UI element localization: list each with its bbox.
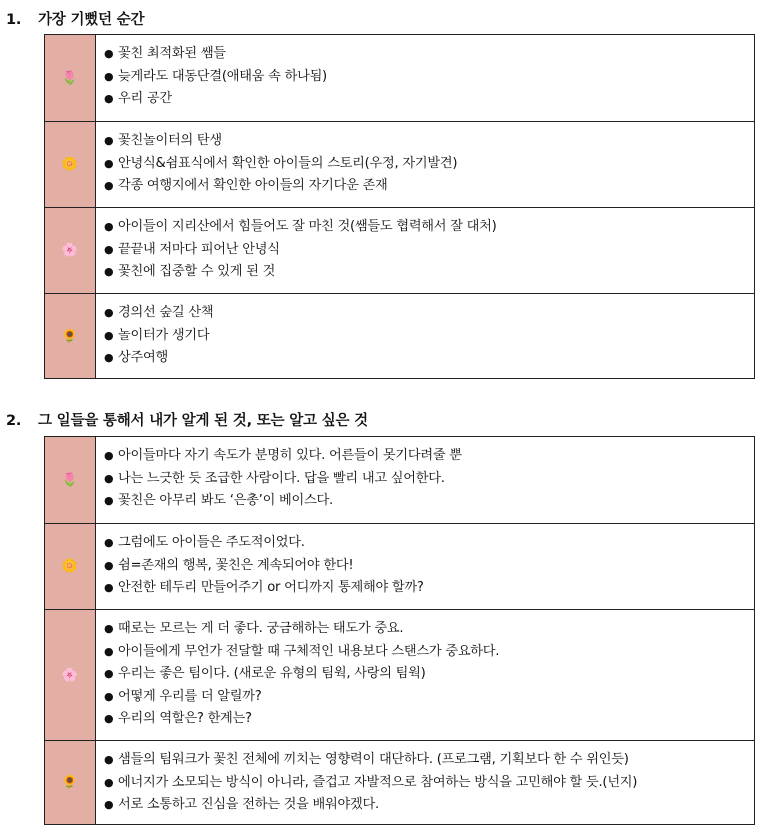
list-item: [104, 43, 754, 66]
item-text: 경의선 숲길 산책: [118, 305, 214, 320]
section-2-table: [44, 436, 755, 825]
list-item: [104, 641, 754, 664]
list-item: [104, 261, 754, 284]
table-row: [45, 609, 754, 740]
sunflower-icon: 🌻: [45, 741, 96, 824]
item-text: 그럼에도 아이들은 주도적이었다.: [118, 535, 305, 550]
list-item: [104, 302, 754, 325]
bullet-icon: ●: [104, 558, 114, 572]
row-content: [96, 437, 754, 523]
bullet-icon: ●: [104, 265, 114, 278]
item-text: 때로는 모르는 게 더 좋다. 궁금해하는 태도가 중요.: [118, 621, 404, 636]
item-text: 쉼=존재의 행복, 꽃친은 계속되어야 한다!: [118, 557, 354, 573]
table-row: [45, 121, 754, 207]
item-text: 나는 느긋한 듯 조급한 사람이다. 답을 빨리 내고 싶어한다.: [118, 470, 445, 486]
section-1-heading: [6, 8, 144, 29]
item-text: 놀이터가 생기다: [118, 327, 210, 343]
table-row: [45, 35, 754, 121]
bullet-icon: ●: [104, 494, 114, 507]
list-item: [104, 239, 754, 262]
item-text: 우리는 좋은 팀이다. (새로운 유형의 팀웍, 사랑의 팀웍): [118, 666, 426, 681]
bullet-icon: ●: [104, 242, 114, 256]
list-item: [104, 347, 754, 370]
list-item: [104, 577, 754, 600]
table-row: [45, 207, 754, 293]
section-1-table: [44, 34, 755, 379]
item-text: 꽃친에 집중할 수 있게 된 것: [118, 264, 276, 279]
section-2-title: 그 일들을 통해서 내가 알게 된 것, 또는 알고 싶은 것: [38, 413, 368, 429]
list-item: [104, 772, 754, 795]
item-text: 상주여행: [118, 350, 168, 365]
list-item: [104, 445, 754, 468]
row-content: [96, 122, 754, 207]
list-item: [104, 532, 754, 555]
bullet-icon: ●: [104, 92, 114, 105]
item-text: 어떻게 우리를 더 알릴까?: [118, 688, 262, 704]
bullet-icon: ●: [104, 306, 114, 319]
cherry-blossom-icon: 🌸: [45, 208, 96, 293]
item-text: 각종 여행지에서 확인한 아이들의 자기다운 존재: [118, 178, 388, 193]
bullet-icon: ●: [104, 753, 114, 766]
row-content: [96, 208, 754, 293]
bullet-icon: ●: [104, 69, 114, 83]
tulip-icon: 🌷: [45, 35, 96, 121]
cherry-blossom-icon: 🌸: [45, 610, 96, 740]
list-item: [104, 708, 754, 731]
item-text: 안전한 테두리 만들어주기 or 어디까지 통제해야 할까?: [118, 580, 424, 595]
list-item: [104, 468, 754, 491]
bullet-icon: ●: [104, 351, 114, 364]
item-text: 아이들마다 자기 속도가 분명히 있다. 어른들이 못기다려줄 뿐: [118, 448, 462, 463]
bullet-icon: ●: [104, 689, 114, 703]
bullet-icon: ●: [104, 581, 114, 594]
list-item: [104, 663, 754, 686]
section-2-heading: [6, 409, 368, 430]
item-text: 안녕식&쉼표식에서 확인한 아이들의 스토리(우정, 자기발견): [118, 155, 458, 171]
list-item: [104, 555, 754, 578]
list-item: [104, 618, 754, 641]
list-item: [104, 88, 754, 111]
bullet-icon: ●: [104, 667, 114, 680]
bullet-icon: ●: [104, 47, 114, 60]
blossom-icon: 🌼: [45, 122, 96, 207]
bullet-icon: ●: [104, 798, 114, 811]
table-row: [45, 293, 754, 378]
list-item: [104, 66, 754, 89]
list-item: [104, 325, 754, 348]
item-text: 에너지가 소모되는 방식이 아니라, 즐겁고 자발적으로 참여하는 방식을 고민해야 할 듯.(넌지): [118, 774, 638, 790]
blossom-icon: 🌼: [45, 524, 96, 609]
bullet-icon: ●: [104, 536, 114, 549]
list-item: [104, 216, 754, 239]
bullet-icon: ●: [104, 156, 114, 170]
item-text: 꽃친은 아무리 봐도 ‘은총’이 베이스다.: [118, 493, 333, 508]
bullet-icon: ●: [104, 775, 114, 789]
row-content: [96, 35, 754, 121]
item-text: 우리의 역할은? 한계는?: [118, 711, 252, 726]
section-2-number: 2.: [6, 413, 22, 429]
item-text: 아이들에게 무언가 전달할 때 구체적인 내용보다 스탠스가 중요하다.: [118, 643, 500, 659]
row-content: [96, 524, 754, 609]
list-item: [104, 490, 754, 513]
section-1-title: 가장 기뻤던 순간: [38, 12, 145, 28]
table-row: [45, 740, 754, 824]
list-item: [104, 794, 754, 817]
section-1-number: 1.: [6, 12, 22, 28]
list-item: [104, 153, 754, 176]
bullet-icon: ●: [104, 179, 114, 192]
sunflower-icon: 🌻: [45, 294, 96, 378]
item-text: 끝끝내 저마다 피어난 안녕식: [118, 241, 280, 257]
bullet-icon: ●: [104, 449, 114, 462]
item-text: 우리 공간: [118, 91, 172, 106]
table-row: [45, 437, 754, 523]
bullet-icon: ●: [104, 471, 114, 485]
bullet-icon: ●: [104, 622, 114, 635]
bullet-icon: ●: [104, 712, 114, 725]
bullet-icon: ●: [104, 220, 114, 233]
item-text: 아이들이 지리산에서 힘들어도 잘 마친 것(쌤들도 협력해서 잘 대처): [118, 219, 497, 234]
bullet-icon: ●: [104, 644, 114, 658]
list-item: [104, 749, 754, 772]
item-text: 늦게라도 대동단결(애태움 속 하나됨): [118, 68, 327, 84]
row-content: [96, 610, 754, 740]
bullet-icon: ●: [104, 134, 114, 147]
list-item: [104, 175, 754, 198]
row-content: [96, 741, 754, 824]
tulip-icon: 🌷: [45, 437, 96, 523]
bullet-icon: ●: [104, 328, 114, 342]
item-text: 꽃친놀이터의 탄생: [118, 133, 222, 148]
item-text: 서로 소통하고 진심을 전하는 것을 배워야겠다.: [118, 797, 379, 812]
list-item: [104, 130, 754, 153]
table-row: [45, 523, 754, 609]
item-text: 꽃친 최적화된 쌤들: [118, 46, 226, 61]
row-content: [96, 294, 754, 378]
list-item: [104, 686, 754, 709]
item-text: 샘들의 팀워크가 꽃친 전체에 끼치는 영향력이 대단하다. (프로그램, 기획보다 한 수 위인듯): [118, 752, 629, 767]
